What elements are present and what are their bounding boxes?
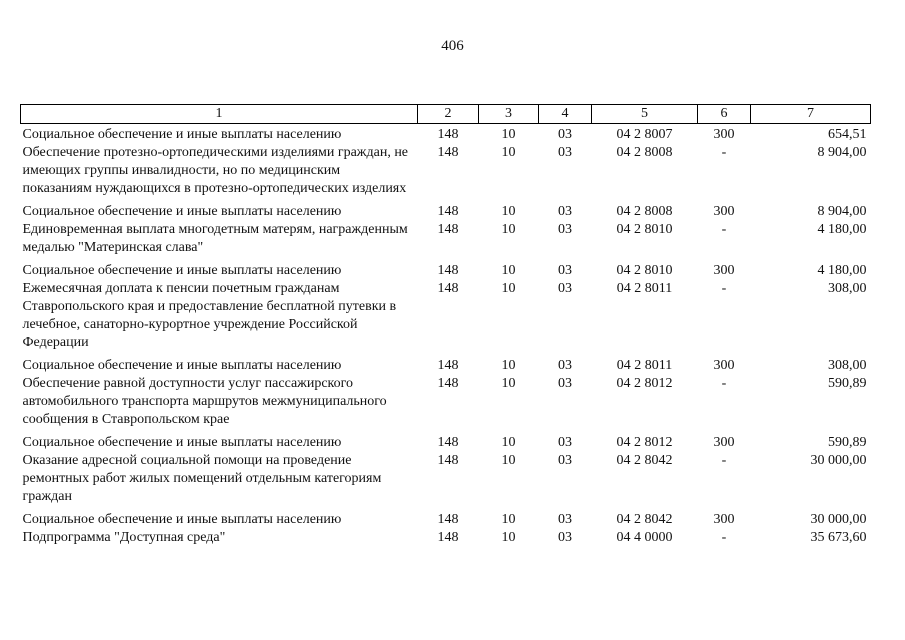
table-body [21, 124, 871, 548]
row-code-cell: 148 [437, 435, 459, 450]
row-name-cell: Оказание адресной социальной помощи на проведение ремонтных работ жилых помещений отдельным категориям граждан [22, 453, 382, 504]
column-header: 6 [698, 105, 751, 124]
row-amount-cell: 30 000,00 [810, 512, 867, 527]
row-target-cell: 04 2 8010 [616, 263, 673, 278]
table-row [21, 511, 871, 529]
row-expense-type-cell: 300 [713, 512, 735, 527]
row-name-cell: Социальное обеспечение и иные выплаты населению [22, 127, 342, 142]
row-code-cell: 148 [437, 204, 459, 219]
row-amount-cell: 8 904,00 [817, 204, 867, 219]
column-header: 3 [479, 105, 539, 124]
row-subsection-cell: 03 [558, 145, 572, 160]
row-expense-type-cell: - [721, 281, 727, 296]
row-amount-cell: 35 673,60 [810, 530, 867, 545]
row-expense-type-cell: - [721, 376, 727, 391]
table-row [21, 452, 871, 511]
table-row [21, 203, 871, 221]
row-section-cell: 10 [501, 145, 516, 160]
row-target-cell: 04 2 8011 [616, 281, 673, 296]
row-amount-cell: 4 180,00 [817, 222, 867, 237]
table-row [21, 529, 871, 547]
row-section-cell: 10 [501, 435, 516, 450]
row-expense-type-cell: - [721, 453, 727, 468]
row-name-cell: Социальное обеспечение и иные выплаты населению [22, 512, 342, 527]
table-row [21, 375, 871, 434]
row-target-cell: 04 4 0000 [616, 530, 673, 545]
row-target-cell: 04 2 8008 [616, 145, 673, 160]
row-amount-cell: 654,51 [828, 127, 867, 142]
row-target-cell: 04 2 8042 [616, 453, 673, 468]
row-subsection-cell: 03 [558, 263, 572, 278]
table-row [21, 434, 871, 452]
row-expense-type-cell: - [721, 530, 727, 545]
table-row [21, 221, 871, 262]
row-name-cell: Обеспечение протезно-ортопедическими изделиями граждан, не имеющих группы инвалидности, но по медицинским показаниям нуждающихся в протезно-ортопедических изделиях [22, 145, 409, 196]
column-header: 4 [539, 105, 592, 124]
table-row [21, 262, 871, 280]
row-code-cell: 148 [437, 358, 459, 373]
row-code-cell: 148 [437, 127, 459, 142]
row-amount-cell: 590,89 [828, 435, 867, 450]
row-amount-cell: 30 000,00 [810, 453, 867, 468]
budget-table [20, 104, 871, 547]
row-target-cell: 04 2 8012 [616, 435, 673, 450]
row-target-cell: 04 2 8042 [616, 512, 673, 527]
row-name-cell: Социальное обеспечение и иные выплаты населению [22, 358, 342, 373]
row-name-cell: Ежемесячная доплата к пенсии почетным гражданам Ставропольского края и предоставление бесплатной путевки в лечебное, санаторно-курортное учреждение Российской Федерации [22, 281, 397, 350]
row-section-cell: 10 [501, 358, 516, 373]
row-code-cell: 148 [437, 145, 459, 160]
row-name-cell: Социальное обеспечение и иные выплаты населению [22, 204, 342, 219]
row-name-cell: Социальное обеспечение и иные выплаты населению [22, 263, 342, 278]
row-amount-cell: 8 904,00 [817, 145, 867, 160]
column-header: 1 [21, 105, 418, 124]
table-row [21, 280, 871, 357]
row-expense-type-cell: 300 [713, 204, 735, 219]
table-row [21, 124, 871, 145]
row-expense-type-cell: - [721, 145, 727, 160]
row-subsection-cell: 03 [558, 204, 572, 219]
row-name-cell: Обеспечение равной доступности услуг пассажирского автомобильного транспорта маршрутов межмуниципального сообщения в Ставропольском крае [22, 376, 387, 427]
row-subsection-cell: 03 [558, 281, 572, 296]
row-subsection-cell: 03 [558, 376, 572, 391]
row-target-cell: 04 2 8011 [616, 358, 673, 373]
row-section-cell: 10 [501, 512, 516, 527]
row-target-cell: 04 2 8007 [616, 127, 673, 142]
page-number: 406 [441, 38, 464, 54]
row-target-cell: 04 2 8010 [616, 222, 673, 237]
row-expense-type-cell: - [721, 222, 727, 237]
row-amount-cell: 308,00 [828, 281, 867, 296]
row-code-cell: 148 [437, 453, 459, 468]
row-subsection-cell: 03 [558, 435, 572, 450]
row-subsection-cell: 03 [558, 530, 572, 545]
row-amount-cell: 4 180,00 [817, 263, 867, 278]
row-expense-type-cell: 300 [713, 358, 735, 373]
row-target-cell: 04 2 8012 [616, 376, 673, 391]
row-subsection-cell: 03 [558, 512, 572, 527]
row-code-cell: 148 [437, 376, 459, 391]
table-row [21, 144, 871, 203]
row-section-cell: 10 [501, 376, 516, 391]
row-amount-cell: 308,00 [828, 358, 867, 373]
row-section-cell: 10 [501, 263, 516, 278]
row-code-cell: 148 [437, 530, 459, 545]
row-expense-type-cell: 300 [713, 263, 735, 278]
column-header: 5 [592, 105, 698, 124]
row-section-cell: 10 [501, 222, 516, 237]
row-expense-type-cell: 300 [713, 127, 735, 142]
row-section-cell: 10 [501, 453, 516, 468]
row-name-cell: Социальное обеспечение и иные выплаты населению [22, 435, 342, 450]
row-name-cell: Подпрограмма "Доступная среда" [22, 530, 226, 545]
row-target-cell: 04 2 8008 [616, 204, 673, 219]
row-amount-cell: 590,89 [828, 376, 867, 391]
table-header-row [21, 105, 871, 124]
row-section-cell: 10 [501, 530, 516, 545]
row-name-cell: Единовременная выплата многодетным матерям, награжденным медалью "Материнская слава" [22, 222, 408, 255]
row-section-cell: 10 [501, 281, 516, 296]
row-subsection-cell: 03 [558, 222, 572, 237]
row-subsection-cell: 03 [558, 453, 572, 468]
row-section-cell: 10 [501, 204, 516, 219]
column-header: 7 [751, 105, 871, 124]
row-code-cell: 148 [437, 281, 459, 296]
column-header: 2 [418, 105, 479, 124]
row-subsection-cell: 03 [558, 127, 572, 142]
row-code-cell: 148 [437, 512, 459, 527]
row-code-cell: 148 [437, 222, 459, 237]
row-subsection-cell: 03 [558, 358, 572, 373]
row-section-cell: 10 [501, 127, 516, 142]
table-row [21, 357, 871, 375]
row-code-cell: 148 [437, 263, 459, 278]
row-expense-type-cell: 300 [713, 435, 735, 450]
